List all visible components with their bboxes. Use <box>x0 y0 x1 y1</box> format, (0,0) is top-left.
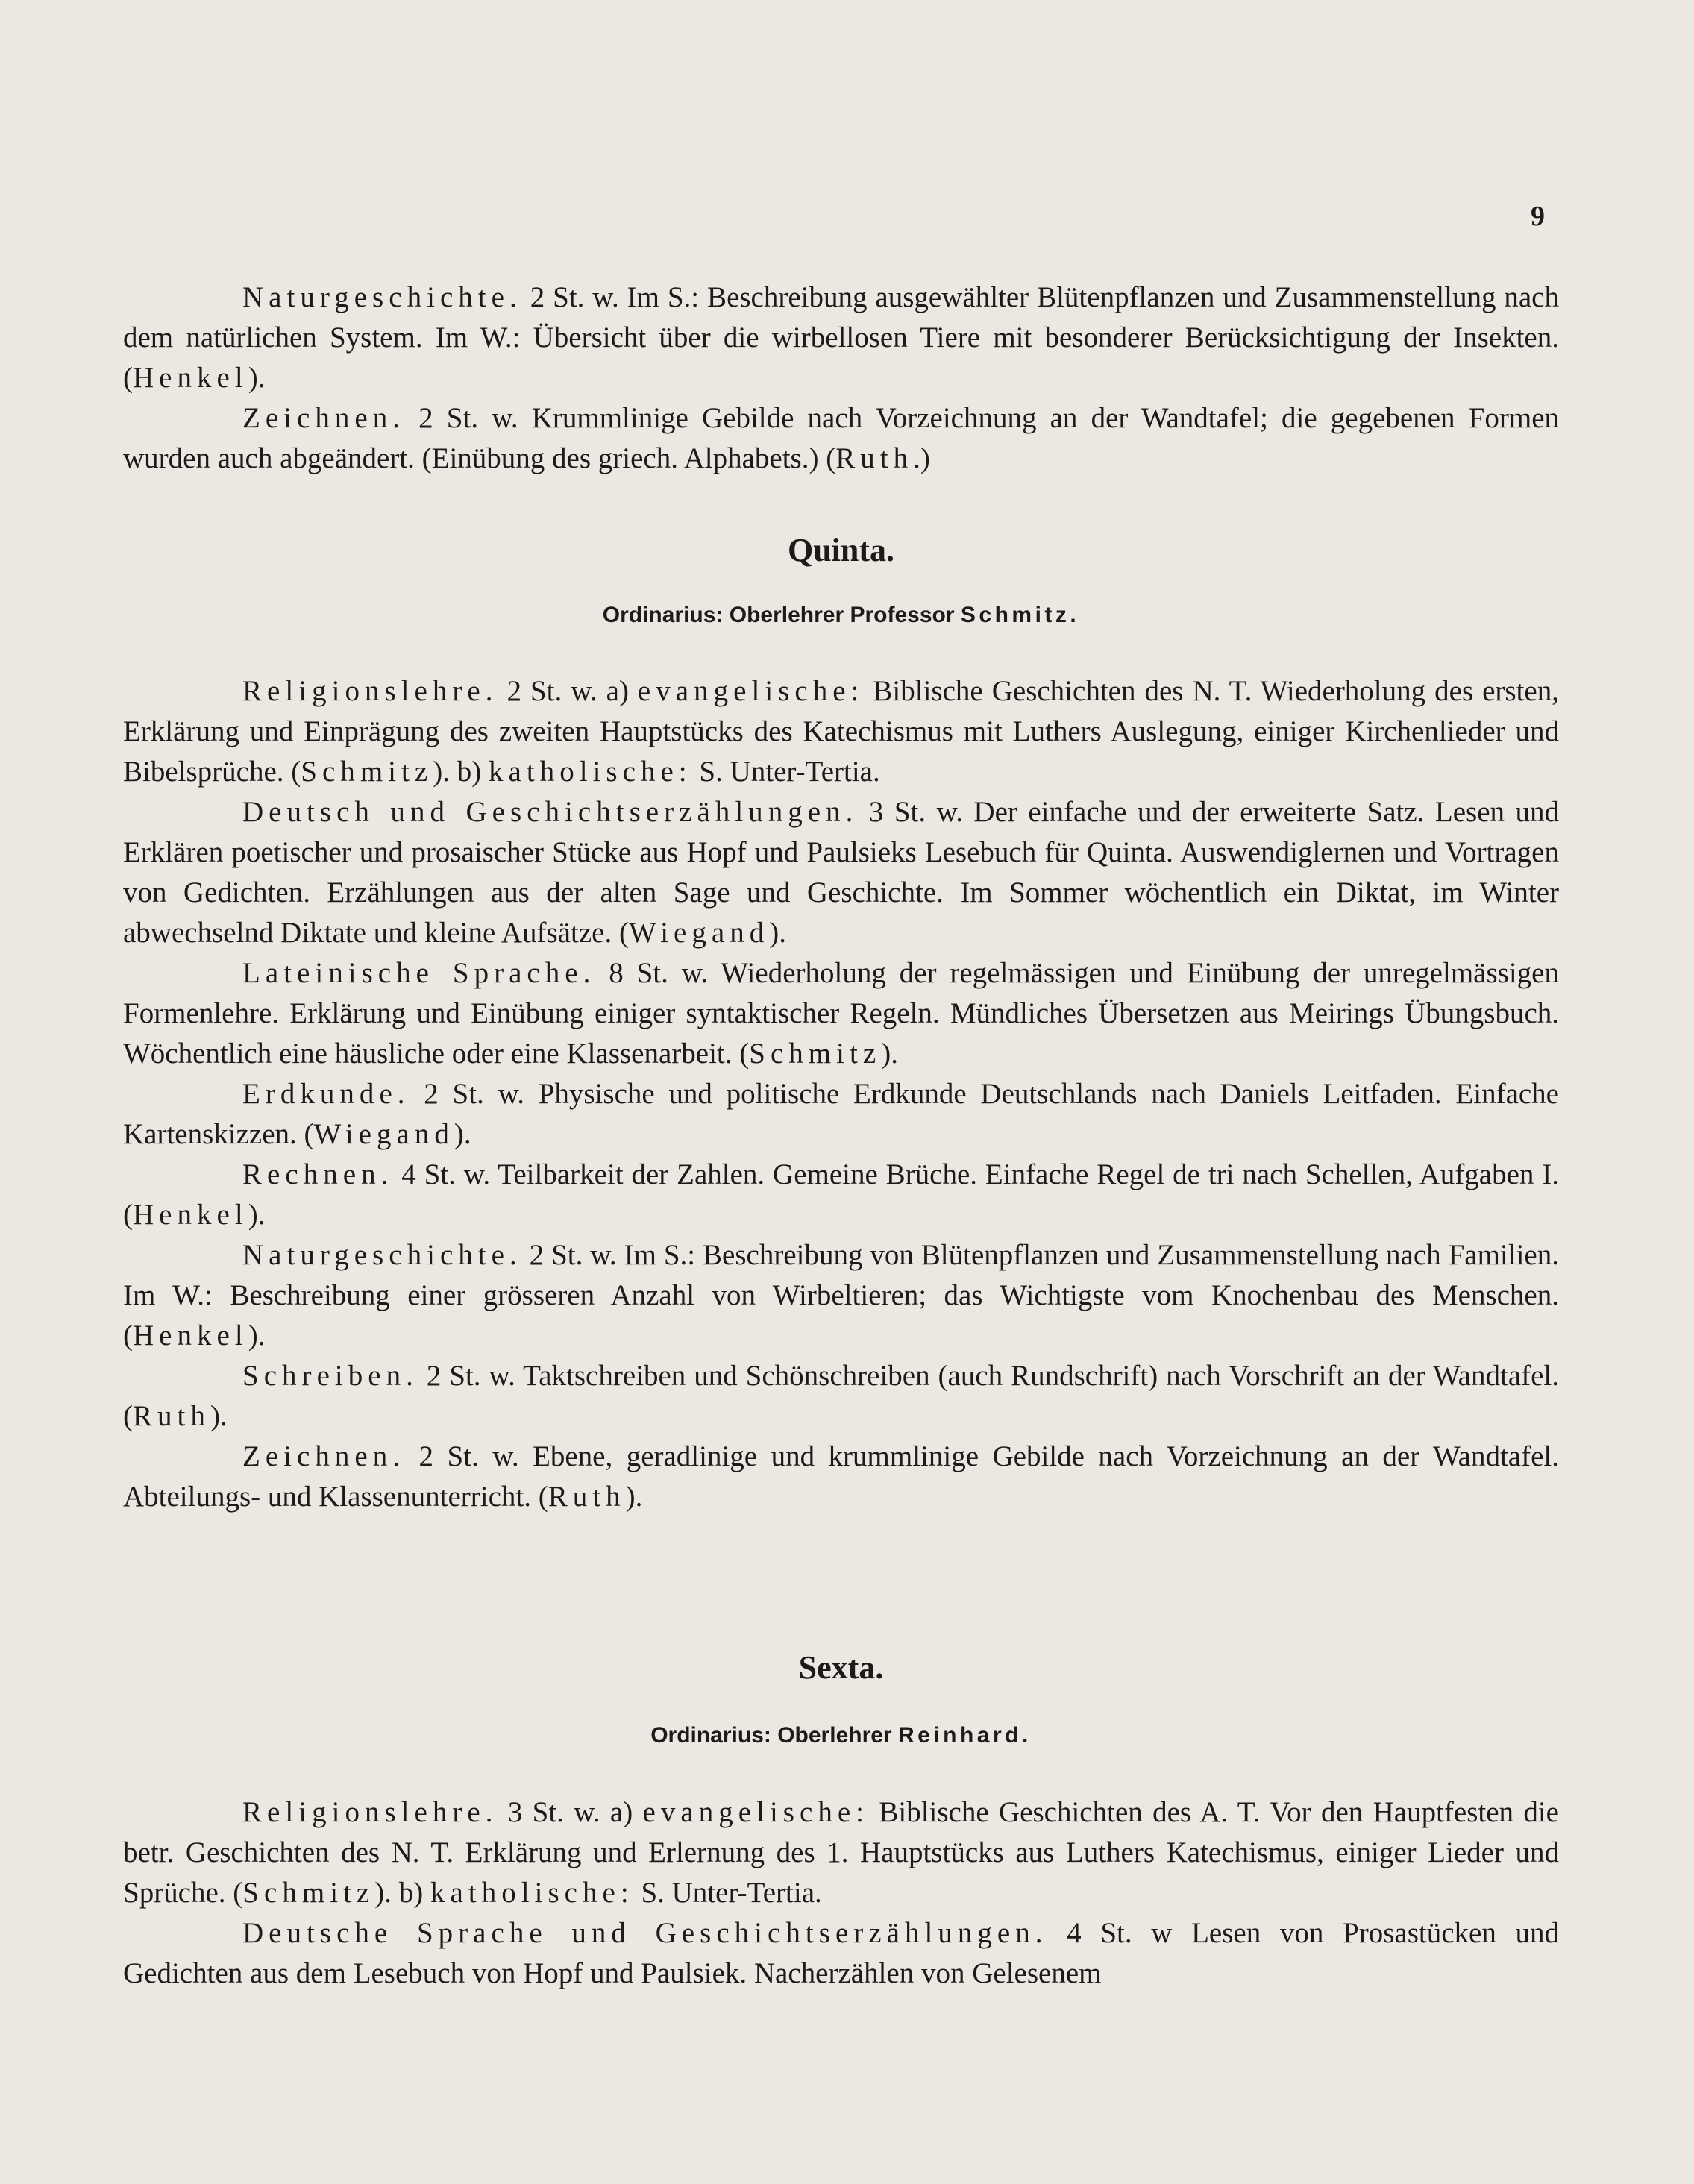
paragraph-latein <box>123 953 1559 1074</box>
paragraph-end: ). <box>210 1400 228 1432</box>
subject-label: Zeichnen. <box>242 402 406 434</box>
ordinarius-prefix: Ordinarius: Oberlehrer <box>650 1723 898 1748</box>
sexta-heading: Sexta. <box>798 1649 884 1686</box>
teacher-name: Wiegand <box>313 1118 454 1150</box>
teacher-name: Ruth <box>835 442 914 474</box>
teacher-name: Henkel <box>133 1199 248 1231</box>
subject-label: Zeichnen. <box>242 1440 406 1472</box>
denomination-label: evangelische: <box>642 1796 870 1828</box>
quinta-section <box>123 671 1559 1517</box>
subject-label: Erdkunde. <box>242 1078 410 1110</box>
paragraph-zeichnen <box>123 1437 1559 1517</box>
paragraph-erdkunde <box>123 1074 1559 1155</box>
top-section <box>123 277 1559 479</box>
paragraph-text: 2 St. w. Im S.: Beschreibung von Blütenpflanzen und Zusammenstellung nach Familien. Im W.: Beschreibung einer grösseren Anzahl von Wirbeltieren; das Wichtigste vom Knochenbau des Menschen. ( <box>123 1239 1559 1352</box>
subject-label: Rechnen. <box>242 1158 394 1190</box>
teacher-name: Ruth <box>548 1481 626 1513</box>
teacher-name: Ruth <box>133 1400 210 1432</box>
page-number: 9 <box>1531 201 1545 232</box>
subject-label: Religionslehre. <box>242 1796 498 1828</box>
subject-label: Religionslehre. <box>242 675 498 707</box>
paragraph-text: Biblische Geschichten des N. T. Wiederholung des ersten, Erklärung und Einprägung des zweiten Hauptstücks des Katechismus mit Luthers Auslegung, einiger Kirchenlieder und Bibelsprüche. ( <box>123 675 1559 788</box>
paragraph-text: 2 St. w. Im S.: Beschreibung ausgewählter Blütenpflanzen und Zusammenstellung nach dem natürlichen System. Im W.: Übersicht über die wirbellosen Tiere mit besonderer Berücksichtigung der Insekten. ( <box>123 281 1559 394</box>
paragraph-text: S. Unter-Tertia. <box>691 756 880 788</box>
paragraph-text: 4 St. w. Teilbarkeit der Zahlen. Gemeine Brüche. Einfache Regel de tri nach Schellen, Aufgaben I. ( <box>123 1158 1559 1231</box>
paragraph-text: S. Unter-Tertia. <box>633 1877 822 1909</box>
paragraph-religionslehre <box>123 671 1559 792</box>
quinta-ordinarius <box>123 603 1559 628</box>
subject-label: Deutsche Sprache und Geschichtserzählungen. <box>242 1917 1048 1949</box>
paragraph-text: 2 St. w. Taktschreiben und Schönschreiben (auch Rundschrift) nach Vorschrift an der Wandtafel. ( <box>123 1360 1559 1432</box>
sexta-section <box>123 1792 1559 1994</box>
teacher-name: Schmitz <box>749 1038 882 1070</box>
ordinarius-name: Schmitz. <box>960 603 1080 627</box>
paragraph-text: 2 St. w. a) <box>498 675 638 707</box>
paragraph-deutsch <box>123 1913 1559 1994</box>
subject-label: Naturgeschichte. <box>242 281 522 313</box>
paragraph-end: ). <box>248 1320 266 1352</box>
subject-label: Schreiben. <box>242 1360 418 1392</box>
paragraph-naturgeschichte <box>123 277 1559 398</box>
paragraph-end: ). <box>769 917 787 949</box>
paragraph-text: 2 St. w. Ebene, geradlinige und krummlinige Gebilde nach Vorzeichnung an der Wandtafel. Abteilungs- und Klassenunterricht. ( <box>123 1440 1559 1513</box>
paragraph-text: 8 St. w. Wiederholung der regelmässigen und Einübung der unregelmässigen Formenlehre. Erklärung und Einübung einiger syntaktischer Regeln. Mündliches Übersetzen aus Meirings Übungsbuch. Wöchentlich eine häusliche oder eine Klassenarbeit. ( <box>123 957 1559 1070</box>
sexta-ordinarius <box>123 1723 1559 1748</box>
teacher-name: Schmitz <box>242 1877 375 1909</box>
teacher-name: Henkel <box>133 1320 248 1352</box>
paragraph-end: ). <box>625 1481 643 1513</box>
paragraph-text: ). b) <box>374 1877 430 1909</box>
paragraph-end: ). <box>248 1199 266 1231</box>
teacher-name: Henkel <box>133 362 248 394</box>
subject-label: Naturgeschichte. <box>242 1239 522 1271</box>
paragraph-text: 2 St. w. Physische und politische Erdkunde Deutschlands nach Daniels Leitfaden. Einfache Kartenskizzen. ( <box>123 1078 1559 1150</box>
paragraph-zeichnen <box>123 398 1559 479</box>
paragraph-deutsch <box>123 792 1559 953</box>
paragraph-end: ). <box>248 362 266 394</box>
paragraph-end: ). <box>881 1038 898 1070</box>
ordinarius-name: Reinhard. <box>897 1723 1032 1748</box>
ordinarius-prefix: Ordinarius: Oberlehrer Professor <box>602 603 961 627</box>
subject-label: Lateinische Sprache. <box>242 957 596 989</box>
paragraph-text: 3 St. w. a) <box>498 1796 643 1828</box>
teacher-name: Schmitz <box>301 756 433 788</box>
paragraph-text: 3 St. w. Der einfache und der erweiterte Satz. Lesen und Erklären poetischer und prosaischer Stücke aus Hopf und Paulsieks Lesebuch für Quinta. Auswendiglernen und Vortragen von Gedichten. Erzählungen aus der alten Sage und Geschichte. Im Sommer wöchentlich ein Diktat, im Winter abwechselnd Diktate und kleine Aufsätze. ( <box>123 796 1559 949</box>
teacher-name: Wiegand <box>628 917 770 949</box>
paragraph-end: ). <box>454 1118 471 1150</box>
denomination-label: evangelische: <box>637 675 865 707</box>
subject-label: Deutsch und Geschichtserzählungen. <box>242 796 859 828</box>
quinta-heading: Quinta. <box>787 532 895 568</box>
paragraph-religionslehre <box>123 1792 1559 1913</box>
denomination-label: katholische: <box>430 1877 634 1909</box>
paragraph-naturgeschichte <box>123 1235 1559 1356</box>
paragraph-end: .) <box>913 442 930 474</box>
paragraph-rechnen <box>123 1155 1559 1235</box>
paragraph-schreiben <box>123 1356 1559 1437</box>
denomination-label: katholische: <box>488 756 692 788</box>
paragraph-text: 4 St. w Lesen von Prosastücken und Gedichten aus dem Lesebuch von Hopf und Paulsiek. Nacherzählen von Gelesenem <box>123 1917 1559 1989</box>
paragraph-text: ). b) <box>433 756 489 788</box>
paragraph-text: Biblische Geschichten des A. T. Vor den Hauptfesten die betr. Geschichten des N. T. Erklärung und Erlernung des 1. Hauptstücks aus Luthers Katechismus, einiger Lieder und Sprüche. ( <box>123 1796 1559 1909</box>
paragraph-text: 2 St. w. Krummlinige Gebilde nach Vorzeichnung an der Wandtafel; die gegebenen Formen wurden auch abgeändert. (Einübung des griech. Alphabets.) ( <box>123 402 1559 474</box>
